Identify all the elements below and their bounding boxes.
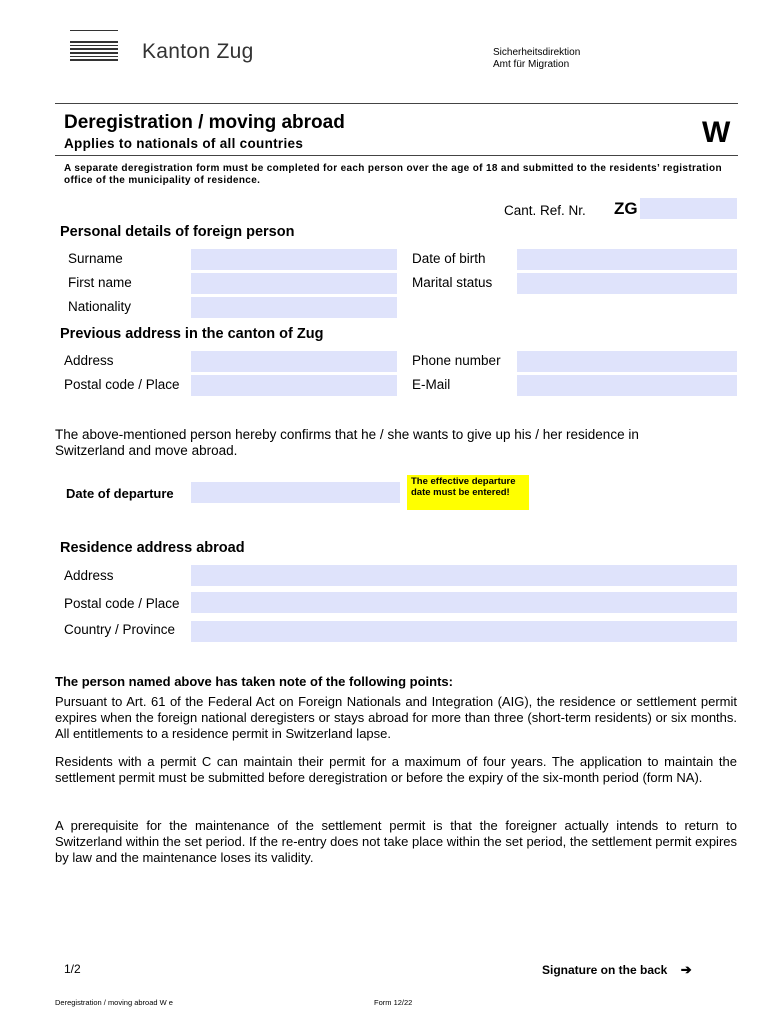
prev-postal-label: Postal code / Place xyxy=(64,377,180,392)
prev-address-label: Address xyxy=(64,353,114,368)
abroad-country-label: Country / Province xyxy=(64,622,176,637)
points-paragraph-3: A prerequisite for the maintenance of the settlement permit is that the foreigner actually intends to return to Switzerland within the set period. If the re-entry does not take place within the set period, the settlement permit expires by law and the maintenance loses its validity. xyxy=(55,818,737,865)
previous-address-heading: Previous address in the canton of Zug xyxy=(60,326,324,342)
abroad-country-input[interactable] xyxy=(191,621,737,642)
surname-input[interactable] xyxy=(191,249,397,270)
surname-label: Surname xyxy=(68,251,123,266)
phone-label: Phone number xyxy=(412,353,501,368)
logo-text: Kanton Zug xyxy=(142,40,254,63)
dob-input[interactable] xyxy=(517,249,737,270)
departure-note: The effective departure date must be entered! xyxy=(407,475,529,510)
first-name-input[interactable] xyxy=(191,273,397,294)
department-line-2: Amt für Migration xyxy=(493,59,570,70)
cant-ref-prefix: ZG xyxy=(614,199,638,218)
form-notice: A separate deregistration form must be completed for each person over the age of 18 and submitted to the residents’ registration office of the municipality of residence. xyxy=(64,163,722,186)
confirmation-text: The above-mentioned person hereby confirms that he / she wants to give up his / her residence in Switzerland and move abroad. xyxy=(55,427,639,458)
points-paragraph-2: Residents with a permit C can maintain their permit for a maximum of four years. The application to maintain the settlement permit must be submitted before deregistration or before the expiry of the six-month period (form NA). xyxy=(55,754,737,785)
abroad-postal-label: Postal code / Place xyxy=(64,596,180,611)
abroad-heading: Residence address abroad xyxy=(60,540,245,556)
footer-doc-name: Deregistration / moving abroad W e xyxy=(55,998,173,1007)
footer-form-code: Form 12/22 xyxy=(374,998,413,1007)
form-subtitle: Applies to nationals of all countries xyxy=(64,136,304,151)
email-label: E-Mail xyxy=(412,377,451,392)
dob-label: Date of birth xyxy=(412,251,486,266)
department-line-1: Sicherheitsdirektion xyxy=(493,47,581,58)
marital-status-label: Marital status xyxy=(412,275,493,290)
phone-input[interactable] xyxy=(517,351,737,372)
departure-label: Date of departure xyxy=(66,486,174,501)
abroad-address-label: Address xyxy=(64,568,114,583)
points-heading: The person named above has taken note of the following points: xyxy=(55,674,453,689)
canton-logo-icon xyxy=(70,30,118,63)
title-divider xyxy=(55,103,738,104)
email-input[interactable] xyxy=(517,375,737,396)
nationality-label: Nationality xyxy=(68,299,132,314)
prev-postal-input[interactable] xyxy=(191,375,397,396)
marital-status-input[interactable] xyxy=(517,273,737,294)
cant-ref-input[interactable] xyxy=(640,198,737,219)
abroad-postal-input[interactable] xyxy=(191,592,737,613)
title-divider-bottom xyxy=(55,155,738,156)
form-letter: W xyxy=(702,116,731,149)
arrow-right-icon: ➔ xyxy=(680,962,692,977)
departure-date-input[interactable] xyxy=(191,482,400,503)
points-paragraph-1: Pursuant to Art. 61 of the Federal Act on Foreign Nationals and Integration (AIG), the residence or settlement permit expires when the foreign national deregisters or stays abroad for more than three (short-term residents) or six months. All entitlements to a residence permit in Switzerland lapse. xyxy=(55,694,737,741)
abroad-address-input[interactable] xyxy=(191,565,737,586)
signature-on-back-link[interactable] xyxy=(542,962,692,978)
personal-heading: Personal details of foreign person xyxy=(60,224,295,240)
form-title: Deregistration / moving abroad xyxy=(64,112,345,133)
signature-on-back-label: Signature on the back xyxy=(542,963,668,977)
first-name-label: First name xyxy=(68,275,132,290)
nationality-input[interactable] xyxy=(191,297,397,318)
cant-ref-label: Cant. Ref. Nr. xyxy=(504,203,586,218)
page-number: 1/2 xyxy=(64,962,81,976)
prev-address-input[interactable] xyxy=(191,351,397,372)
